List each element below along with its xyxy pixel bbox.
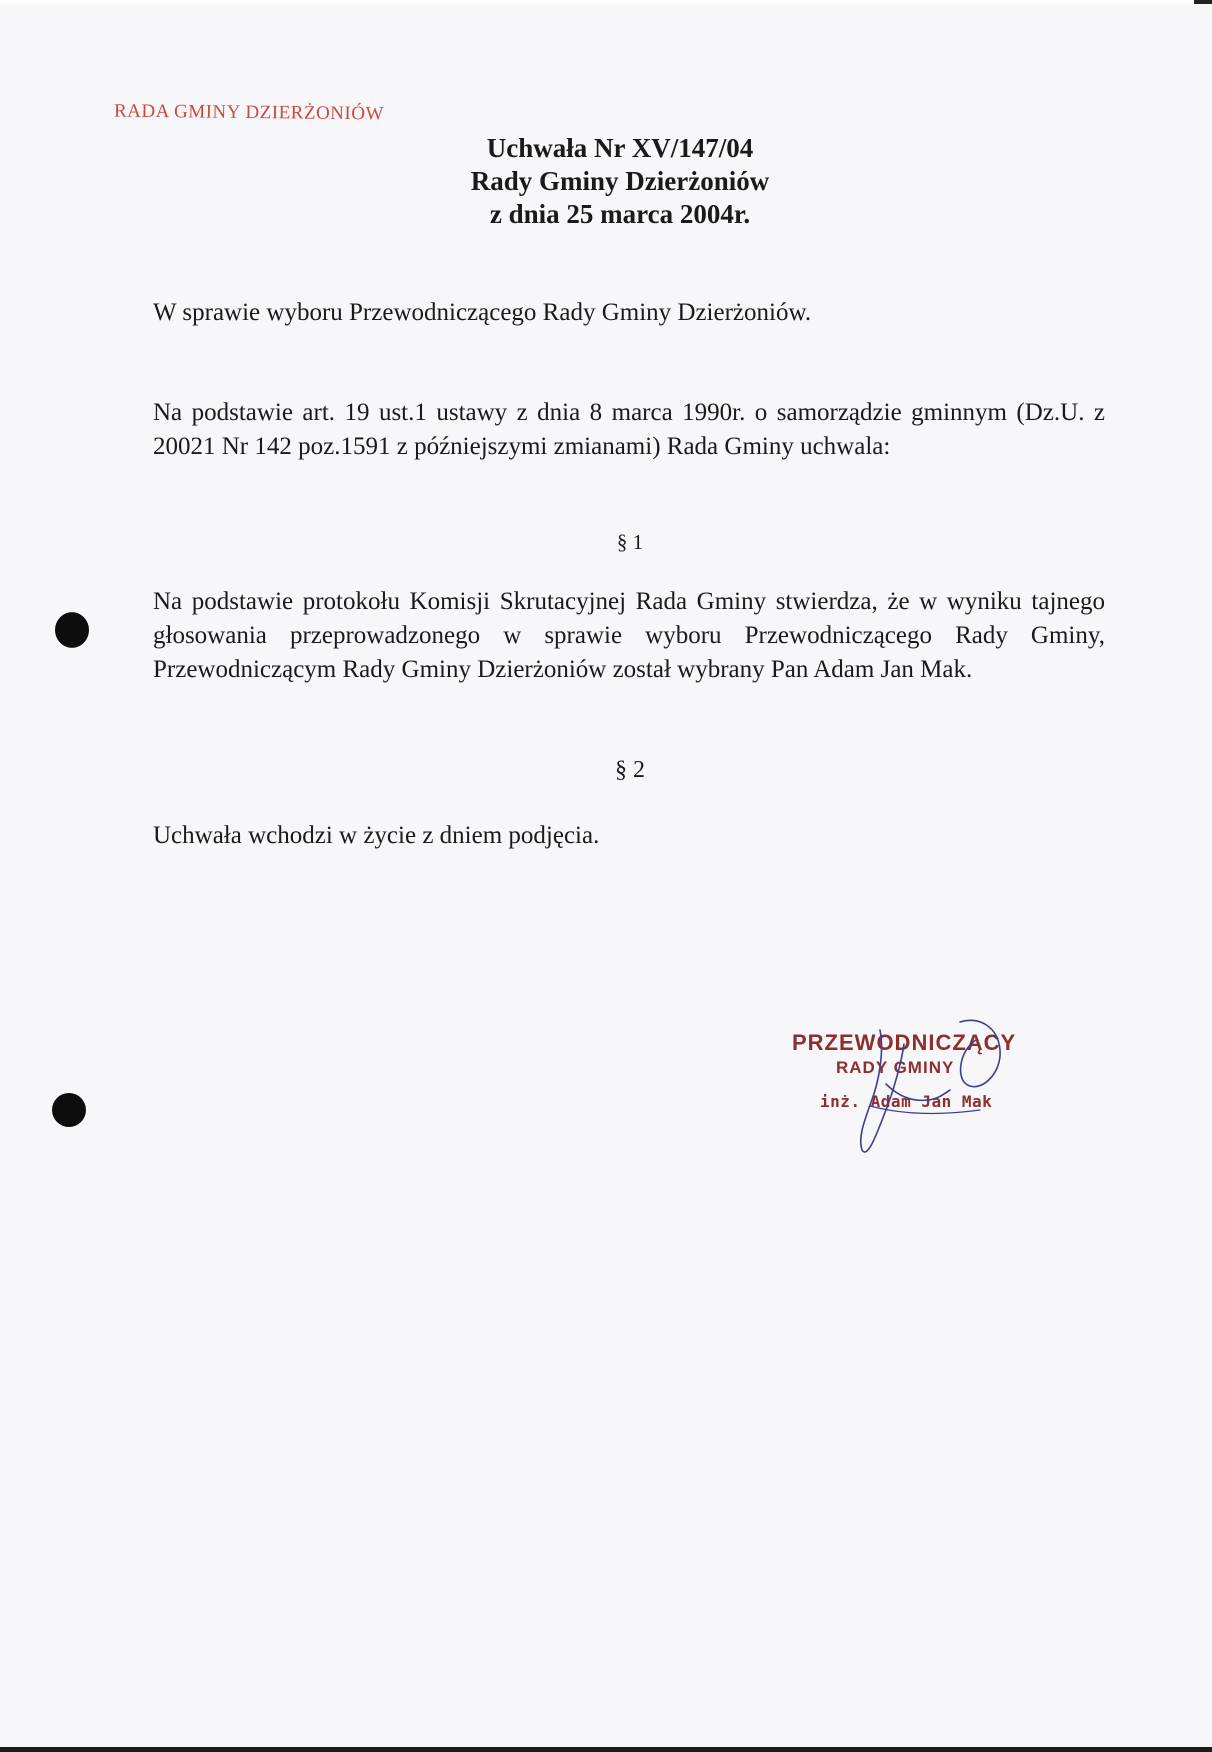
- stamp-council: RADY GMINY: [836, 1058, 955, 1077]
- stamp-name: inż. Adam Jan Mak: [820, 1092, 993, 1111]
- title-number: Uchwała Nr XV/147/04: [486, 133, 754, 163]
- section-1-paragraph: Na podstawie protokołu Komisji Skrutacyjnej Rada Gminy stwierdza, że w wyniku tajnego głosowania przeprowadzonego w sprawie wyboru Przewodniczącego Rady Gminy, Przewodniczącym Rady Gminy Dzierżoniów został wybrany Pan Adam Jan Mak.: [153, 588, 1105, 683]
- page-top-edge: [0, 0, 1212, 6]
- section-2-mark: § 2: [615, 757, 645, 783]
- section-1-mark: § 1: [616, 530, 644, 554]
- title-council: Rady Gminy Dzierżoniów: [470, 166, 770, 196]
- stamp-title: PRZEWODNICZĄCY: [792, 1030, 1017, 1055]
- punch-hole-icon: [55, 612, 89, 648]
- punch-hole-icon: [52, 1093, 86, 1127]
- scan-corner-mark: [1194, 0, 1212, 4]
- page-bottom-edge: [0, 1747, 1212, 1752]
- resolution-title: [360, 132, 880, 231]
- section-2-paragraph: Uchwała wchodzi w życie z dniem podjęcia.: [153, 822, 600, 849]
- title-date: z dnia 25 marca 2004r.: [489, 199, 751, 229]
- legal-basis-paragraph: Na podstawie art. 19 ust.1 ustawy z dnia 8 marca 1990r. o samorządzie gminnym (Dz.U. z 20021 Nr 142 poz.1591 z późniejszymi zmianami) Rada Gminy uchwala:: [153, 399, 1105, 460]
- subject-line: W sprawie wyboru Przewodniczącego Rady Gminy Dzierżoniów.: [153, 299, 812, 326]
- signature-stamp: [780, 1030, 1040, 1150]
- header-stamp: RADA GMINY DZIERŻONIÓW: [113, 100, 385, 125]
